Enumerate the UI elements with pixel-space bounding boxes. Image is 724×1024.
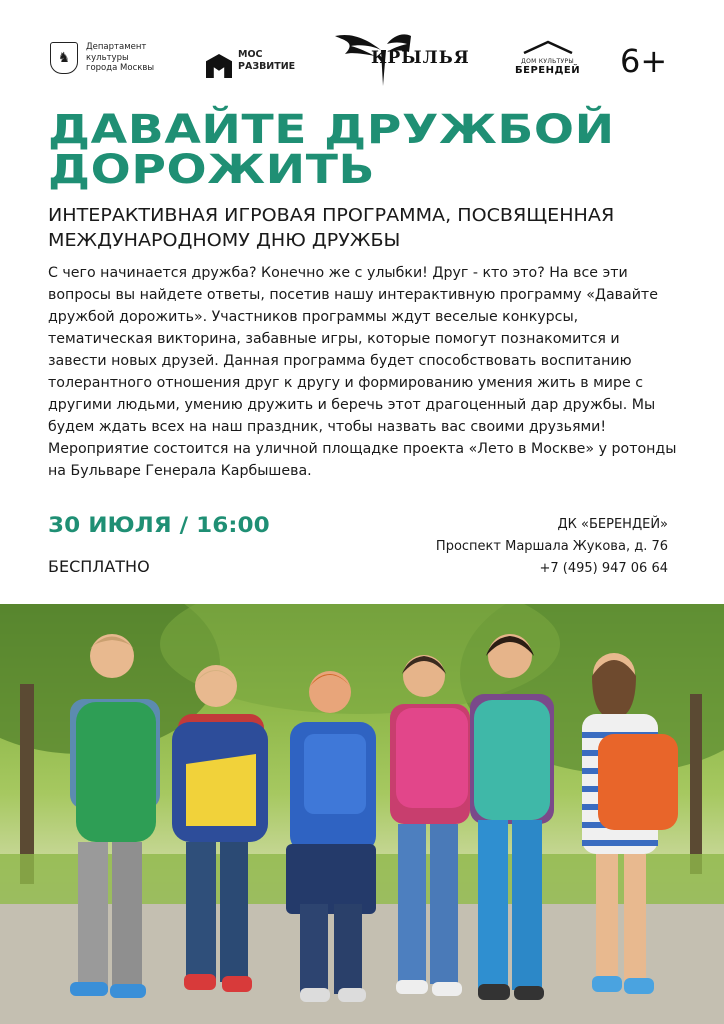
mos-razvitie-label: МОС РАЗВИТИЕ	[238, 49, 296, 72]
wings-logo	[333, 30, 470, 92]
dk-line1: ДОМ КУЛЬТУРЫ	[521, 58, 574, 65]
dk-line2: БЕРЕНДЕЙ	[515, 65, 581, 76]
event-title: ДАВАЙТЕ ДРУЖБОЙ ДОРОЖИТЬ	[48, 107, 615, 193]
venue-info	[436, 514, 668, 580]
mos-razvitie-mark-icon	[206, 44, 232, 78]
dk-berendey-logo	[515, 40, 580, 76]
event-datetime: 30 ИЮЛЯ / 16:00	[48, 513, 270, 537]
dept-culture-label: Департамент культуры города Москвы	[86, 42, 155, 74]
moscow-emblem-icon: ♞	[50, 42, 78, 74]
venue-name: ДК «БЕРЕНДЕЙ»	[557, 517, 668, 532]
wings-label: КРЫЛЬЯ	[371, 48, 470, 68]
event-description: С чего начинается дружба? Конечно же с улыбки! Друг - кто это? На все эти вопросы вы найдете ответы, посетив нашу интерактивную программу «Давайте дружбой дорожить». Участников программы ждут веселые конкурсы, тематическая викторина, забавные игры, которые помогут познакомится и завести новых друзей. Данная программа будет способствовать воспитанию толерантного отношения друг к другу и формированию умения жить в мире с другими людьми, умению дружить и беречь этот драгоценный дар дружбы. Мы будем ждать всех на наш праздник, чтобы назвать вас своими друзьями! Мероприятие состоится на уличной площадке проекта «Лето в Москве» у ротонды на Бульваре Генерала Карбышева.	[48, 265, 677, 479]
dept-culture-logo	[50, 42, 156, 74]
event-subtitle: ИНТЕРАКТИВНАЯ ИГРОВАЯ ПРОГРАММА, ПОСВЯЩЕННАЯ МЕЖДУНАРОДНОМУ ДНЮ ДРУЖБЫ	[48, 205, 615, 251]
header-logos	[0, 30, 724, 100]
event-price: БЕСПЛАТНО	[48, 557, 150, 576]
mos-razvitie-logo	[206, 44, 298, 78]
venue-address: Проспект Маршала Жукова, д. 76	[435, 539, 668, 554]
venue-phone: +7 (495) 947 06 64	[539, 561, 668, 576]
children-illustration	[0, 604, 724, 1024]
house-roof-icon	[522, 40, 574, 54]
age-rating: 6+	[620, 42, 668, 80]
children-photo	[0, 604, 724, 1024]
